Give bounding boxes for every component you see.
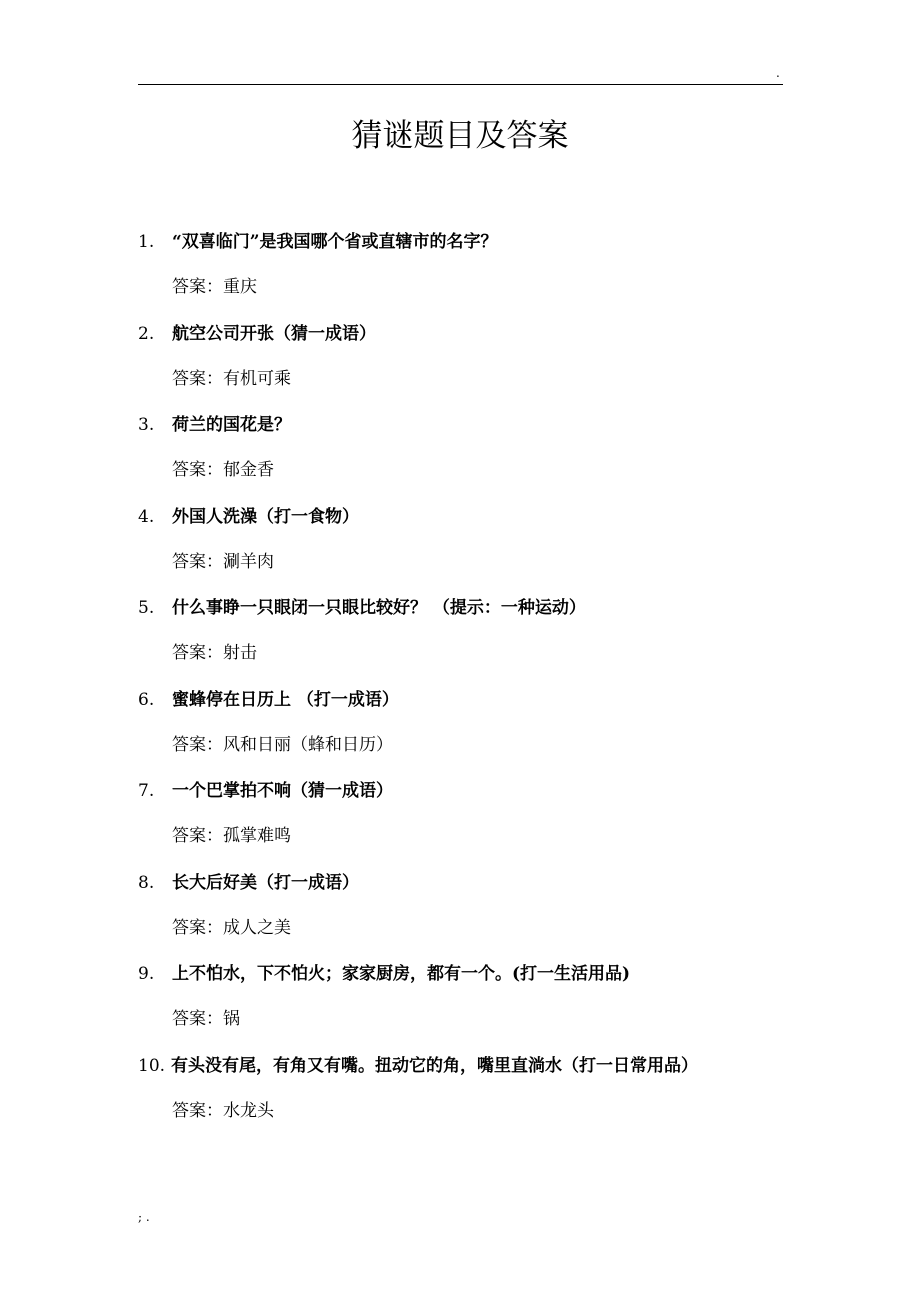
riddle-answer: 答案：有机可乘	[172, 369, 291, 389]
riddle-question	[138, 688, 399, 712]
riddle-question-text: 有头没有尾，有角又有嘴。扭动它的角，嘴里直淌水（打一日常用品）	[171, 1056, 698, 1076]
riddle-item-4	[0, 505, 920, 597]
riddle-question	[138, 413, 291, 437]
riddle-number: 10.	[138, 1056, 166, 1076]
riddle-item-8	[0, 871, 920, 963]
riddle-item-10	[0, 1054, 920, 1146]
riddle-item-9	[0, 962, 920, 1054]
riddle-question	[138, 230, 498, 254]
riddle-item-1	[0, 230, 920, 322]
riddle-number: 5.	[138, 598, 155, 618]
riddle-question-text: 外国人洗澡（打一食物）	[172, 507, 359, 527]
riddle-answer: 答案：孤掌难鸣	[172, 826, 291, 846]
riddle-question	[138, 322, 376, 346]
riddle-answer: 答案：射击	[172, 643, 257, 663]
riddle-number: 2.	[138, 324, 155, 344]
riddle-number: 8.	[138, 873, 155, 893]
riddle-answer: 答案：涮羊肉	[172, 552, 274, 572]
riddle-question	[138, 596, 586, 620]
riddle-question	[138, 962, 630, 986]
riddle-question	[138, 871, 359, 895]
riddle-item-7	[0, 779, 920, 871]
riddle-number: 6.	[138, 690, 155, 710]
riddle-answer: 答案：郁金香	[172, 460, 274, 480]
riddle-number: 7.	[138, 781, 155, 801]
page-title: 猜谜题目及答案	[351, 118, 569, 154]
riddle-question-text: 上不怕水，下不怕火；家家厨房，都有一个。(打一生活用品)	[172, 964, 631, 984]
riddle-answer: 答案：风和日丽（蜂和日历）	[172, 735, 393, 755]
riddle-question	[138, 779, 393, 803]
header-mark: .	[776, 66, 780, 80]
riddle-item-2	[0, 322, 920, 414]
riddle-answer: 答案：重庆	[172, 277, 257, 297]
riddle-question-text: 一个巴掌拍不响（猜一成语）	[172, 781, 393, 801]
riddle-question-text: 荷兰的国花是？	[172, 415, 291, 435]
riddle-number: 9.	[138, 964, 155, 984]
riddle-answer: 答案：水龙头	[172, 1101, 274, 1121]
riddle-answer: 答案：成人之美	[172, 918, 291, 938]
riddle-number: 4.	[138, 507, 155, 527]
riddle-question	[138, 1054, 698, 1078]
riddle-question-text: 长大后好美（打一成语）	[172, 873, 359, 893]
riddle-question-text: 什么事睁一只眼闭一只眼比较好？ （提示：一种运动）	[172, 598, 586, 618]
riddle-question	[138, 505, 359, 529]
riddle-number: 3.	[138, 415, 155, 435]
footer-mark: ; .	[138, 1210, 150, 1224]
riddle-item-6	[0, 688, 920, 780]
riddle-item-3	[0, 413, 920, 505]
riddle-question-text: 蜜蜂停在日历上 （打一成语）	[172, 690, 399, 710]
riddle-question-text: “双喜临门”是我国哪个省或直辖市的名字？	[172, 232, 498, 252]
riddle-item-5	[0, 596, 920, 688]
riddle-answer: 答案：锅	[172, 1009, 240, 1029]
riddle-question-text: 航空公司开张（猜一成语）	[172, 324, 376, 344]
riddle-number: 1.	[138, 232, 155, 252]
